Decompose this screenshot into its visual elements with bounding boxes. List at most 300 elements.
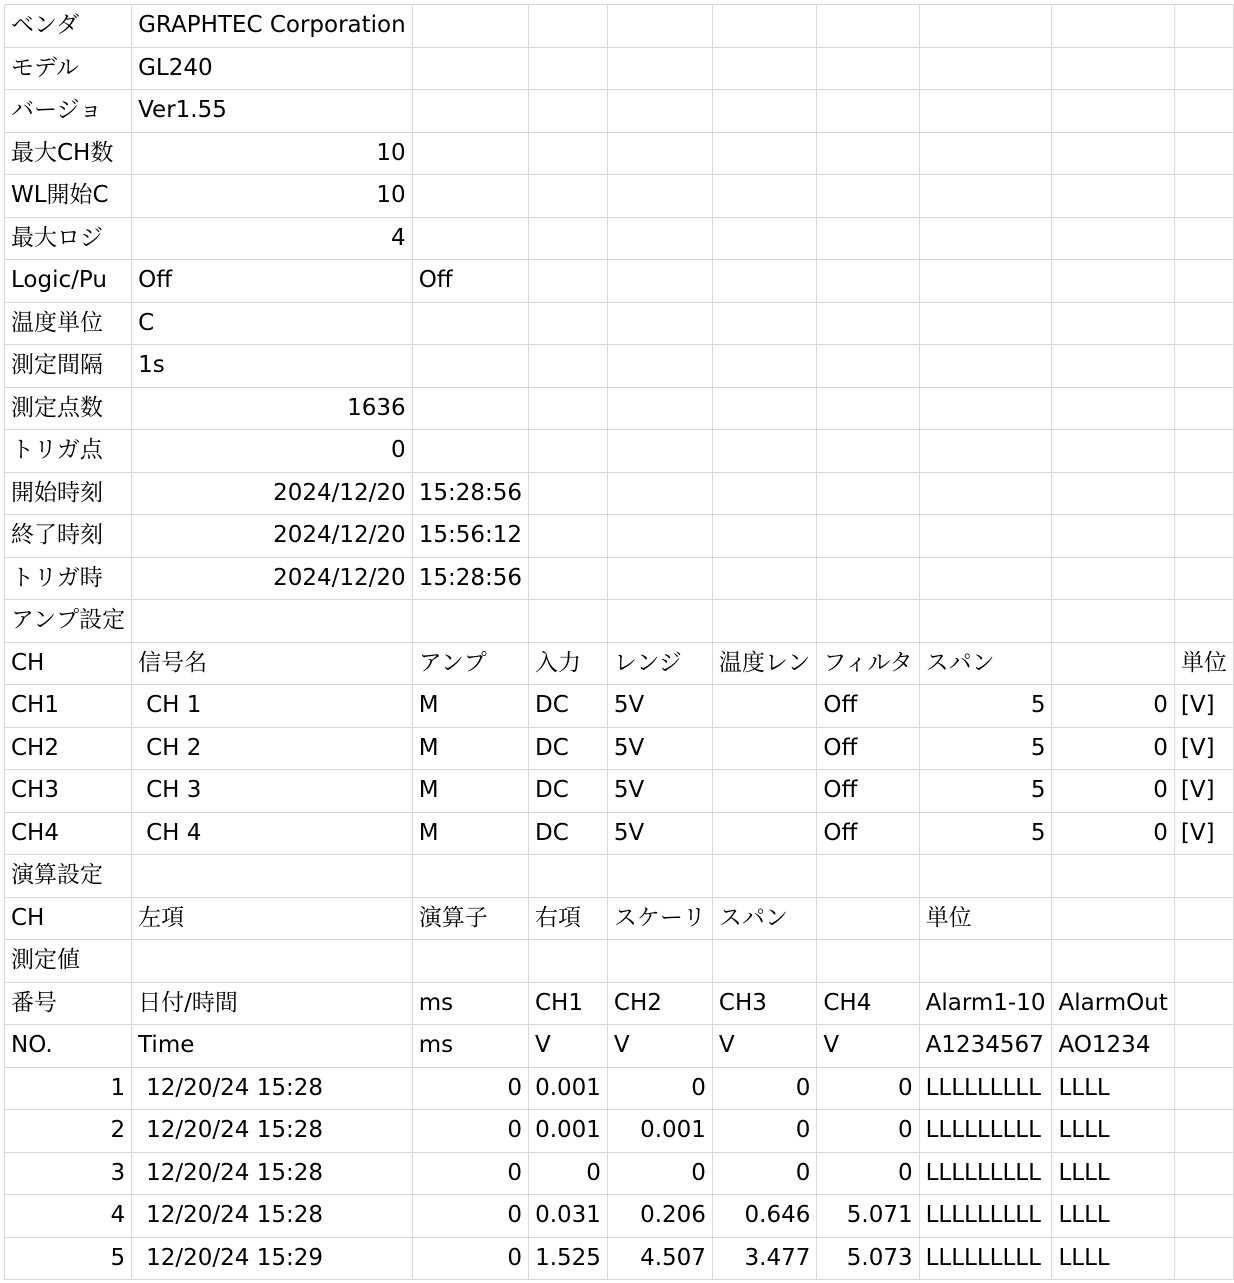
sheet-cell[interactable]: 0 bbox=[607, 1067, 712, 1110]
sheet-cell[interactable]: 温度単位 bbox=[5, 302, 132, 345]
sheet-cell[interactable] bbox=[817, 345, 919, 388]
sheet-cell[interactable]: トリガ点 bbox=[5, 430, 132, 473]
sheet-cell[interactable] bbox=[1174, 387, 1233, 430]
sheet-cell[interactable]: 0.001 bbox=[529, 1110, 608, 1153]
sheet-cell[interactable] bbox=[1052, 217, 1174, 260]
sheet-cell[interactable] bbox=[919, 90, 1052, 133]
sheet-cell[interactable] bbox=[817, 940, 919, 983]
sheet-cell[interactable]: スパン bbox=[919, 642, 1052, 685]
sheet-cell[interactable] bbox=[919, 472, 1052, 515]
sheet-cell[interactable]: 1636 bbox=[132, 387, 413, 430]
sheet-cell[interactable]: CH3 bbox=[5, 770, 132, 813]
sheet-cell[interactable]: LLLL bbox=[1052, 1110, 1174, 1153]
sheet-cell[interactable] bbox=[919, 557, 1052, 600]
sheet-cell[interactable] bbox=[1174, 1067, 1233, 1110]
sheet-cell[interactable] bbox=[1052, 260, 1174, 303]
sheet-cell[interactable] bbox=[1052, 47, 1174, 90]
sheet-cell[interactable]: 2024/12/20 bbox=[132, 515, 413, 558]
sheet-cell[interactable] bbox=[1052, 515, 1174, 558]
sheet-cell[interactable]: DC bbox=[529, 812, 608, 855]
sheet-cell[interactable]: M bbox=[412, 685, 528, 728]
sheet-cell[interactable] bbox=[1174, 430, 1233, 473]
sheet-cell[interactable] bbox=[712, 175, 816, 218]
sheet-cell[interactable] bbox=[817, 855, 919, 898]
sheet-cell[interactable] bbox=[1174, 5, 1233, 48]
sheet-cell[interactable] bbox=[529, 175, 608, 218]
sheet-cell[interactable]: 0 bbox=[817, 1067, 919, 1110]
sheet-cell[interactable] bbox=[1052, 132, 1174, 175]
sheet-cell[interactable]: Logic/Pu bbox=[5, 260, 132, 303]
sheet-cell[interactable] bbox=[817, 557, 919, 600]
sheet-cell[interactable] bbox=[529, 600, 608, 643]
sheet-cell[interactable] bbox=[1052, 90, 1174, 133]
sheet-cell[interactable]: 0 bbox=[529, 1152, 608, 1195]
sheet-cell[interactable]: 信号名 bbox=[132, 642, 413, 685]
sheet-cell[interactable]: 0.001 bbox=[529, 1067, 608, 1110]
sheet-cell[interactable] bbox=[1174, 1025, 1233, 1068]
sheet-cell[interactable]: CH3 bbox=[712, 982, 816, 1025]
sheet-cell[interactable] bbox=[919, 430, 1052, 473]
sheet-cell[interactable]: 終了時刻 bbox=[5, 515, 132, 558]
sheet-cell[interactable] bbox=[412, 855, 528, 898]
sheet-cell[interactable] bbox=[712, 770, 816, 813]
sheet-cell[interactable]: 0 bbox=[132, 430, 413, 473]
sheet-cell[interactable] bbox=[529, 5, 608, 48]
sheet-cell[interactable] bbox=[529, 260, 608, 303]
sheet-cell[interactable]: Off bbox=[817, 812, 919, 855]
sheet-cell[interactable] bbox=[919, 855, 1052, 898]
sheet-cell[interactable]: V bbox=[607, 1025, 712, 1068]
sheet-cell[interactable]: 0 bbox=[412, 1110, 528, 1153]
sheet-cell[interactable]: スパン bbox=[712, 897, 816, 940]
sheet-cell[interactable] bbox=[1174, 302, 1233, 345]
sheet-cell[interactable]: CH bbox=[5, 642, 132, 685]
sheet-cell[interactable]: 測定点数 bbox=[5, 387, 132, 430]
sheet-cell[interactable] bbox=[529, 430, 608, 473]
sheet-cell[interactable]: 5V bbox=[607, 770, 712, 813]
sheet-cell[interactable]: 1 bbox=[5, 1067, 132, 1110]
sheet-cell[interactable]: 0 bbox=[712, 1152, 816, 1195]
sheet-cell[interactable] bbox=[607, 345, 712, 388]
sheet-cell[interactable]: ベンダ bbox=[5, 5, 132, 48]
sheet-cell[interactable]: 2 bbox=[5, 1110, 132, 1153]
sheet-cell[interactable]: CH2 bbox=[607, 982, 712, 1025]
sheet-cell[interactable]: 測定間隔 bbox=[5, 345, 132, 388]
sheet-cell[interactable] bbox=[529, 47, 608, 90]
sheet-cell[interactable]: Ver1.55 bbox=[132, 90, 413, 133]
sheet-cell[interactable]: V bbox=[529, 1025, 608, 1068]
sheet-cell[interactable] bbox=[607, 472, 712, 515]
sheet-cell[interactable] bbox=[1174, 855, 1233, 898]
sheet-cell[interactable]: LLLLLLLLL bbox=[919, 1237, 1052, 1280]
sheet-cell[interactable] bbox=[1174, 1195, 1233, 1238]
sheet-cell[interactable]: A1234567 bbox=[919, 1025, 1052, 1068]
sheet-cell[interactable]: 15:56:12 bbox=[412, 515, 528, 558]
sheet-cell[interactable] bbox=[529, 515, 608, 558]
sheet-cell[interactable] bbox=[919, 387, 1052, 430]
sheet-cell[interactable] bbox=[412, 940, 528, 983]
sheet-cell[interactable] bbox=[529, 302, 608, 345]
sheet-cell[interactable]: 15:28:56 bbox=[412, 472, 528, 515]
sheet-cell[interactable]: 2024/12/20 bbox=[132, 557, 413, 600]
sheet-cell[interactable]: 5 bbox=[919, 770, 1052, 813]
sheet-cell[interactable]: 5 bbox=[919, 727, 1052, 770]
sheet-cell[interactable]: 10 bbox=[132, 132, 413, 175]
sheet-cell[interactable] bbox=[1052, 557, 1174, 600]
sheet-cell[interactable]: 番号 bbox=[5, 982, 132, 1025]
sheet-cell[interactable] bbox=[712, 260, 816, 303]
sheet-cell[interactable]: Off bbox=[132, 260, 413, 303]
sheet-cell[interactable]: M bbox=[412, 770, 528, 813]
sheet-cell[interactable]: 5V bbox=[607, 685, 712, 728]
sheet-cell[interactable] bbox=[712, 855, 816, 898]
sheet-cell[interactable] bbox=[817, 175, 919, 218]
sheet-cell[interactable]: CH4 bbox=[817, 982, 919, 1025]
sheet-cell[interactable] bbox=[1052, 600, 1174, 643]
sheet-cell[interactable] bbox=[1052, 897, 1174, 940]
sheet-cell[interactable]: 左項 bbox=[132, 897, 413, 940]
sheet-cell[interactable]: LLLL bbox=[1052, 1067, 1174, 1110]
sheet-cell[interactable] bbox=[817, 47, 919, 90]
sheet-cell[interactable] bbox=[607, 557, 712, 600]
sheet-cell[interactable] bbox=[712, 47, 816, 90]
sheet-cell[interactable] bbox=[1174, 217, 1233, 260]
sheet-cell[interactable] bbox=[712, 812, 816, 855]
sheet-cell[interactable]: フィルタ bbox=[817, 642, 919, 685]
sheet-cell[interactable]: 0.001 bbox=[607, 1110, 712, 1153]
sheet-cell[interactable]: 4.507 bbox=[607, 1237, 712, 1280]
sheet-cell[interactable] bbox=[607, 302, 712, 345]
sheet-cell[interactable] bbox=[919, 175, 1052, 218]
sheet-cell[interactable]: V bbox=[817, 1025, 919, 1068]
sheet-cell[interactable]: 12/20/24 15:29 bbox=[132, 1237, 413, 1280]
sheet-cell[interactable]: 1s bbox=[132, 345, 413, 388]
sheet-cell[interactable]: AO1234 bbox=[1052, 1025, 1174, 1068]
sheet-cell[interactable]: 5 bbox=[919, 812, 1052, 855]
sheet-cell[interactable]: 演算子 bbox=[412, 897, 528, 940]
sheet-cell[interactable] bbox=[817, 600, 919, 643]
sheet-cell[interactable] bbox=[817, 387, 919, 430]
sheet-cell[interactable]: アンプ設定 bbox=[5, 600, 132, 643]
sheet-cell[interactable] bbox=[919, 217, 1052, 260]
sheet-cell[interactable] bbox=[919, 515, 1052, 558]
sheet-cell[interactable]: WL開始C bbox=[5, 175, 132, 218]
sheet-cell[interactable]: 0.206 bbox=[607, 1195, 712, 1238]
sheet-cell[interactable] bbox=[817, 302, 919, 345]
sheet-cell[interactable] bbox=[817, 90, 919, 133]
sheet-cell[interactable]: 5V bbox=[607, 727, 712, 770]
sheet-cell[interactable]: DC bbox=[529, 685, 608, 728]
sheet-cell[interactable] bbox=[1174, 1152, 1233, 1195]
sheet-cell[interactable] bbox=[712, 387, 816, 430]
sheet-cell[interactable]: DC bbox=[529, 727, 608, 770]
sheet-cell[interactable] bbox=[529, 855, 608, 898]
sheet-cell[interactable]: 5.073 bbox=[817, 1237, 919, 1280]
sheet-cell[interactable]: LLLLLLLLL bbox=[919, 1195, 1052, 1238]
sheet-cell[interactable]: モデル bbox=[5, 47, 132, 90]
sheet-cell[interactable] bbox=[712, 940, 816, 983]
sheet-cell[interactable] bbox=[1174, 897, 1233, 940]
sheet-cell[interactable] bbox=[529, 217, 608, 260]
sheet-cell[interactable]: 0 bbox=[712, 1110, 816, 1153]
sheet-cell[interactable]: 温度レン bbox=[712, 642, 816, 685]
sheet-cell[interactable]: 12/20/24 15:28 bbox=[132, 1110, 413, 1153]
sheet-cell[interactable] bbox=[817, 515, 919, 558]
sheet-cell[interactable] bbox=[919, 260, 1052, 303]
sheet-cell[interactable] bbox=[712, 685, 816, 728]
sheet-cell[interactable]: Time bbox=[132, 1025, 413, 1068]
sheet-cell[interactable] bbox=[919, 47, 1052, 90]
sheet-cell[interactable] bbox=[412, 430, 528, 473]
sheet-cell[interactable] bbox=[1052, 855, 1174, 898]
sheet-cell[interactable] bbox=[817, 132, 919, 175]
sheet-cell[interactable]: レンジ bbox=[607, 642, 712, 685]
sheet-cell[interactable]: CH1 bbox=[529, 982, 608, 1025]
sheet-cell[interactable]: GRAPHTEC Corporation bbox=[132, 5, 413, 48]
sheet-cell[interactable] bbox=[412, 302, 528, 345]
sheet-cell[interactable]: C bbox=[132, 302, 413, 345]
sheet-cell[interactable]: Off bbox=[817, 770, 919, 813]
sheet-cell[interactable]: CH4 bbox=[5, 812, 132, 855]
sheet-cell[interactable]: 5 bbox=[5, 1237, 132, 1280]
sheet-cell[interactable] bbox=[1174, 557, 1233, 600]
sheet-cell[interactable] bbox=[817, 430, 919, 473]
sheet-cell[interactable] bbox=[412, 217, 528, 260]
sheet-cell[interactable]: ms bbox=[412, 1025, 528, 1068]
sheet-cell[interactable]: GL240 bbox=[132, 47, 413, 90]
sheet-cell[interactable] bbox=[712, 557, 816, 600]
sheet-cell[interactable] bbox=[712, 600, 816, 643]
sheet-cell[interactable]: CH2 bbox=[5, 727, 132, 770]
sheet-cell[interactable] bbox=[529, 90, 608, 133]
sheet-cell[interactable]: 2024/12/20 bbox=[132, 472, 413, 515]
sheet-cell[interactable]: 4 bbox=[5, 1195, 132, 1238]
sheet-cell[interactable]: 5V bbox=[607, 812, 712, 855]
sheet-cell[interactable] bbox=[712, 345, 816, 388]
sheet-cell[interactable] bbox=[919, 345, 1052, 388]
sheet-cell[interactable]: 演算設定 bbox=[5, 855, 132, 898]
sheet-cell[interactable] bbox=[1052, 302, 1174, 345]
sheet-cell[interactable] bbox=[1052, 430, 1174, 473]
sheet-cell[interactable] bbox=[1174, 1237, 1233, 1280]
sheet-cell[interactable]: NO. bbox=[5, 1025, 132, 1068]
sheet-cell[interactable]: 単位 bbox=[1174, 642, 1233, 685]
sheet-cell[interactable]: 5 bbox=[919, 685, 1052, 728]
sheet-cell[interactable] bbox=[607, 5, 712, 48]
sheet-cell[interactable]: 12/20/24 15:28 bbox=[132, 1152, 413, 1195]
sheet-cell[interactable] bbox=[1174, 345, 1233, 388]
sheet-cell[interactable]: Alarm1-10 bbox=[919, 982, 1052, 1025]
sheet-cell[interactable]: 5.071 bbox=[817, 1195, 919, 1238]
sheet-cell[interactable] bbox=[712, 515, 816, 558]
sheet-cell[interactable] bbox=[132, 940, 413, 983]
sheet-cell[interactable]: 右項 bbox=[529, 897, 608, 940]
sheet-cell[interactable] bbox=[817, 5, 919, 48]
sheet-cell[interactable]: 12/20/24 15:28 bbox=[132, 1067, 413, 1110]
sheet-cell[interactable]: 4 bbox=[132, 217, 413, 260]
sheet-cell[interactable] bbox=[1174, 600, 1233, 643]
sheet-cell[interactable] bbox=[1052, 387, 1174, 430]
sheet-cell[interactable] bbox=[529, 557, 608, 600]
sheet-cell[interactable]: [V] bbox=[1174, 727, 1233, 770]
sheet-cell[interactable] bbox=[607, 515, 712, 558]
sheet-cell[interactable]: CH 2 bbox=[132, 727, 413, 770]
sheet-cell[interactable]: Off bbox=[412, 260, 528, 303]
sheet-cell[interactable]: LLLL bbox=[1052, 1237, 1174, 1280]
sheet-cell[interactable] bbox=[1174, 1110, 1233, 1153]
sheet-cell[interactable] bbox=[712, 90, 816, 133]
sheet-cell[interactable]: 0 bbox=[412, 1067, 528, 1110]
sheet-cell[interactable]: 日付/時間 bbox=[132, 982, 413, 1025]
sheet-cell[interactable] bbox=[1052, 940, 1174, 983]
sheet-cell[interactable]: 0 bbox=[607, 1152, 712, 1195]
sheet-cell[interactable]: 10 bbox=[132, 175, 413, 218]
sheet-cell[interactable] bbox=[817, 217, 919, 260]
sheet-cell[interactable]: DC bbox=[529, 770, 608, 813]
sheet-cell[interactable] bbox=[529, 345, 608, 388]
sheet-cell[interactable]: 0 bbox=[412, 1152, 528, 1195]
sheet-cell[interactable]: LLLLLLLLL bbox=[919, 1067, 1052, 1110]
sheet-cell[interactable]: 0 bbox=[817, 1110, 919, 1153]
sheet-cell[interactable] bbox=[919, 600, 1052, 643]
sheet-cell[interactable]: LLLLLLLLL bbox=[919, 1152, 1052, 1195]
sheet-cell[interactable]: 0 bbox=[412, 1237, 528, 1280]
sheet-cell[interactable]: スケーリ bbox=[607, 897, 712, 940]
sheet-cell[interactable] bbox=[712, 302, 816, 345]
sheet-cell[interactable]: V bbox=[712, 1025, 816, 1068]
sheet-cell[interactable]: Off bbox=[817, 685, 919, 728]
sheet-cell[interactable]: CH 3 bbox=[132, 770, 413, 813]
sheet-cell[interactable] bbox=[1174, 472, 1233, 515]
sheet-cell[interactable] bbox=[1174, 515, 1233, 558]
sheet-cell[interactable] bbox=[1174, 940, 1233, 983]
sheet-cell[interactable] bbox=[607, 940, 712, 983]
sheet-cell[interactable]: アンプ bbox=[412, 642, 528, 685]
sheet-cell[interactable]: 0 bbox=[412, 1195, 528, 1238]
sheet-cell[interactable]: [V] bbox=[1174, 770, 1233, 813]
sheet-cell[interactable]: 3.477 bbox=[712, 1237, 816, 1280]
sheet-cell[interactable] bbox=[919, 302, 1052, 345]
sheet-cell[interactable] bbox=[712, 5, 816, 48]
sheet-cell[interactable]: 入力 bbox=[529, 642, 608, 685]
sheet-cell[interactable] bbox=[412, 90, 528, 133]
sheet-cell[interactable]: 開始時刻 bbox=[5, 472, 132, 515]
sheet-cell[interactable] bbox=[919, 132, 1052, 175]
sheet-cell[interactable] bbox=[607, 855, 712, 898]
sheet-cell[interactable] bbox=[1052, 5, 1174, 48]
sheet-cell[interactable]: Off bbox=[817, 727, 919, 770]
sheet-cell[interactable]: バージョ bbox=[5, 90, 132, 133]
sheet-cell[interactable]: [V] bbox=[1174, 812, 1233, 855]
sheet-cell[interactable] bbox=[1052, 472, 1174, 515]
sheet-cell[interactable]: 12/20/24 15:28 bbox=[132, 1195, 413, 1238]
sheet-cell[interactable] bbox=[607, 90, 712, 133]
sheet-cell[interactable] bbox=[607, 600, 712, 643]
sheet-cell[interactable] bbox=[712, 430, 816, 473]
sheet-cell[interactable]: 0 bbox=[1052, 685, 1174, 728]
sheet-cell[interactable]: 最大CH数 bbox=[5, 132, 132, 175]
sheet-cell[interactable] bbox=[1174, 132, 1233, 175]
sheet-cell[interactable] bbox=[817, 260, 919, 303]
sheet-cell[interactable]: CH 1 bbox=[132, 685, 413, 728]
sheet-cell[interactable]: LLLLLLLLL bbox=[919, 1110, 1052, 1153]
sheet-cell[interactable]: 0.646 bbox=[712, 1195, 816, 1238]
sheet-cell[interactable]: 0 bbox=[712, 1067, 816, 1110]
sheet-cell[interactable] bbox=[412, 132, 528, 175]
sheet-cell[interactable] bbox=[1052, 642, 1174, 685]
sheet-cell[interactable]: 0 bbox=[1052, 770, 1174, 813]
sheet-cell[interactable] bbox=[607, 430, 712, 473]
sheet-cell[interactable] bbox=[607, 217, 712, 260]
sheet-cell[interactable]: M bbox=[412, 812, 528, 855]
sheet-cell[interactable] bbox=[919, 5, 1052, 48]
sheet-cell[interactable]: トリガ時 bbox=[5, 557, 132, 600]
sheet-cell[interactable] bbox=[607, 132, 712, 175]
sheet-cell[interactable] bbox=[817, 897, 919, 940]
sheet-cell[interactable]: 3 bbox=[5, 1152, 132, 1195]
sheet-cell[interactable] bbox=[712, 472, 816, 515]
sheet-cell[interactable]: [V] bbox=[1174, 685, 1233, 728]
sheet-cell[interactable] bbox=[412, 175, 528, 218]
sheet-cell[interactable]: CH 4 bbox=[132, 812, 413, 855]
sheet-cell[interactable]: 0 bbox=[1052, 727, 1174, 770]
sheet-cell[interactable] bbox=[1052, 345, 1174, 388]
sheet-cell[interactable]: 0 bbox=[1052, 812, 1174, 855]
sheet-cell[interactable] bbox=[607, 260, 712, 303]
sheet-cell[interactable] bbox=[1174, 90, 1233, 133]
sheet-cell[interactable]: 最大ロジ bbox=[5, 217, 132, 260]
sheet-cell[interactable] bbox=[712, 217, 816, 260]
sheet-cell[interactable] bbox=[1174, 982, 1233, 1025]
sheet-cell[interactable] bbox=[412, 47, 528, 90]
sheet-cell[interactable]: 1.525 bbox=[529, 1237, 608, 1280]
sheet-cell[interactable] bbox=[132, 600, 413, 643]
sheet-cell[interactable] bbox=[529, 132, 608, 175]
sheet-cell[interactable]: CH1 bbox=[5, 685, 132, 728]
sheet-cell[interactable] bbox=[412, 600, 528, 643]
sheet-cell[interactable] bbox=[412, 5, 528, 48]
sheet-cell[interactable]: ms bbox=[412, 982, 528, 1025]
sheet-cell[interactable] bbox=[529, 387, 608, 430]
sheet-cell[interactable] bbox=[919, 940, 1052, 983]
sheet-cell[interactable] bbox=[712, 132, 816, 175]
sheet-cell[interactable]: CH bbox=[5, 897, 132, 940]
sheet-cell[interactable]: AlarmOut bbox=[1052, 982, 1174, 1025]
sheet-cell[interactable]: 15:28:56 bbox=[412, 557, 528, 600]
sheet-cell[interactable] bbox=[1052, 175, 1174, 218]
sheet-cell[interactable] bbox=[607, 387, 712, 430]
sheet-cell[interactable] bbox=[712, 727, 816, 770]
sheet-cell[interactable] bbox=[132, 855, 413, 898]
sheet-cell[interactable] bbox=[412, 387, 528, 430]
sheet-cell[interactable] bbox=[529, 940, 608, 983]
sheet-cell[interactable]: LLLL bbox=[1052, 1195, 1174, 1238]
sheet-cell[interactable] bbox=[607, 175, 712, 218]
sheet-cell[interactable] bbox=[1174, 47, 1233, 90]
sheet-cell[interactable]: M bbox=[412, 727, 528, 770]
sheet-cell[interactable] bbox=[412, 345, 528, 388]
sheet-cell[interactable] bbox=[1174, 175, 1233, 218]
sheet-cell[interactable]: 0.031 bbox=[529, 1195, 608, 1238]
sheet-cell[interactable]: 0 bbox=[817, 1152, 919, 1195]
sheet-cell[interactable]: 測定値 bbox=[5, 940, 132, 983]
sheet-cell[interactable] bbox=[817, 472, 919, 515]
sheet-cell[interactable] bbox=[607, 47, 712, 90]
sheet-cell[interactable]: 単位 bbox=[919, 897, 1052, 940]
sheet-cell[interactable] bbox=[529, 472, 608, 515]
sheet-cell[interactable] bbox=[1174, 260, 1233, 303]
sheet-cell[interactable]: LLLL bbox=[1052, 1152, 1174, 1195]
